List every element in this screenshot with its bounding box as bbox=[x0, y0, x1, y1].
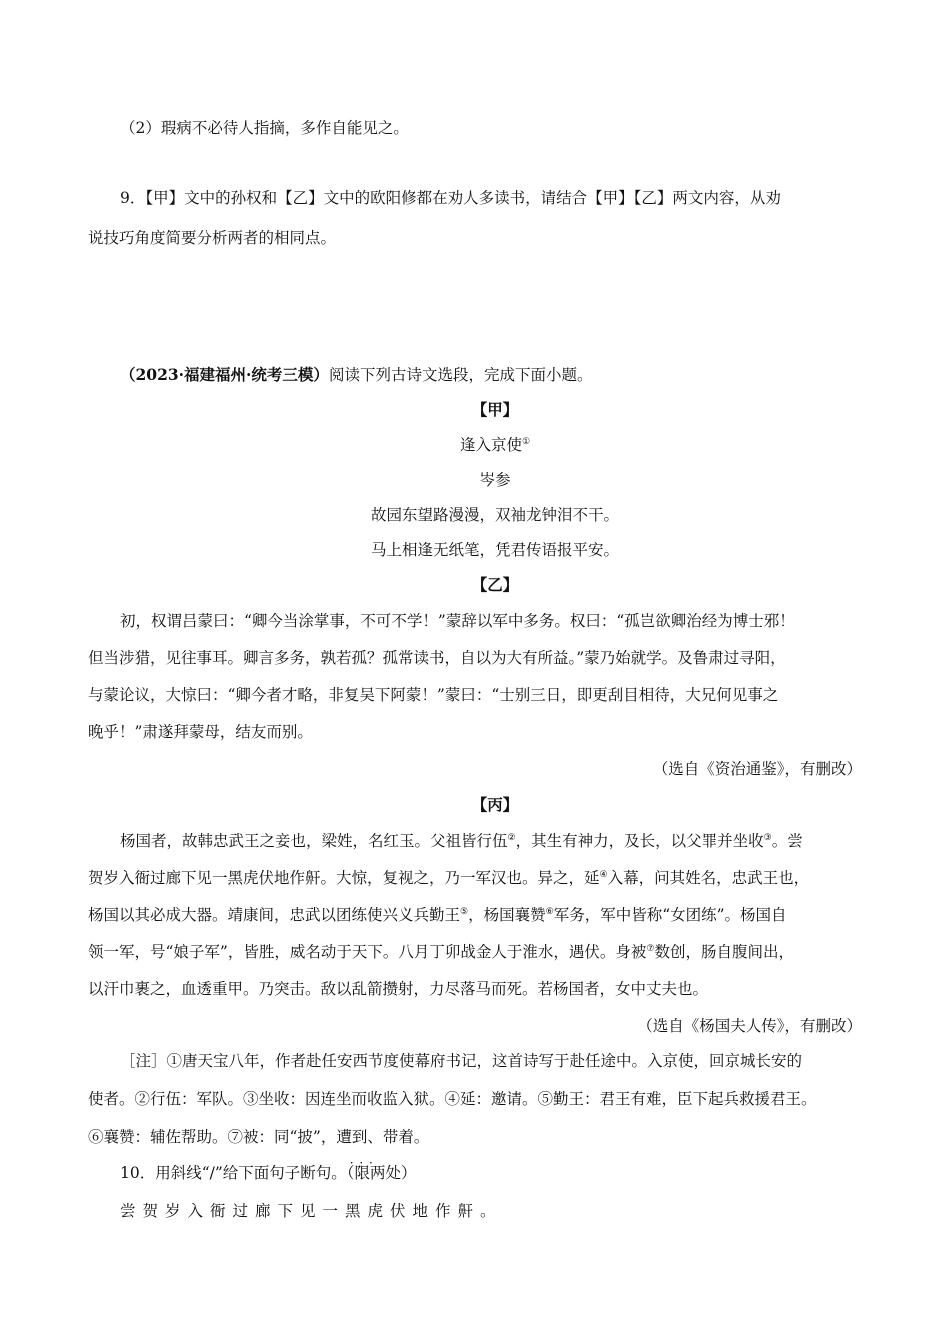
footnote-6: ⑥ bbox=[545, 906, 554, 917]
bing-line-1-b: ，其生有神力，及长，以父罪并坐收 bbox=[515, 832, 764, 850]
yi-line-4: 晚乎！”肃遂拜蒙母，结友而别。 bbox=[88, 723, 313, 741]
q8-item-2: （2）瑕病不必待人指摘，多作自能见之。 bbox=[120, 119, 409, 137]
notes-line-2: 使者。②行伍：军队。③坐收：因连坐而收监入狱。④延：邀请。⑤勤王：君王有难，臣下起兵救援君王。 bbox=[88, 1090, 817, 1108]
bing-line-1-c: 。尝 bbox=[771, 832, 803, 850]
poem-title bbox=[0, 434, 950, 456]
bing-line-2 bbox=[88, 867, 809, 889]
bing-line-4-a: 领一军，号“娘子军”，皆胜，威名动于天下。八月丁卯战金人于淮水，遇伏。身被 bbox=[88, 943, 647, 961]
jia-heading: 【甲】 bbox=[471, 400, 519, 419]
poem-verse-2: 马上相逢无纸笔，凭君传语报平安。 bbox=[370, 541, 619, 559]
section-instruction: 阅读下列古诗文选段，完成下面小题。 bbox=[328, 366, 593, 384]
poem-title-text: 逢入京使 bbox=[459, 436, 522, 454]
yi-source: （选自《资治通鉴》，有删改） bbox=[652, 760, 862, 778]
q10-sentence: 尝贺岁入衙过廊下见一黑虎伏地作鼾。 bbox=[120, 1202, 503, 1220]
bing-line-3-b: ，杨国襄赞 bbox=[468, 906, 546, 924]
q10-limit: （限两处） · · · bbox=[347, 1164, 417, 1182]
footnote-2: ② bbox=[507, 832, 516, 843]
notes-line-1: ［注］①唐天宝八年，作者赴任安西节度使幕府书记，这首诗写于赴任途中。入京使，回京城长安的 bbox=[120, 1052, 803, 1070]
section-intro bbox=[120, 364, 592, 386]
bing-line-3-a: 杨国以其必成大器。靖康间，忠武以团练使兴义兵勤王 bbox=[88, 906, 461, 924]
footnote-7: ⑦ bbox=[646, 943, 655, 954]
footnote-4: ④ bbox=[599, 869, 608, 880]
yi-line-2: 但当涉猎，见往事耳。卿言多务，孰若孤？孤常读书，自以为大有所益。”蒙乃始就学。及鲁肃过寻阳， bbox=[88, 649, 786, 667]
q10-prompt-text: 10．用斜线“/”给下面句子断句。 bbox=[120, 1164, 347, 1182]
q10-prompt bbox=[120, 1162, 417, 1184]
poem-verse-1: 故园东望路漫漫，双袖龙钟泪不干。 bbox=[370, 506, 619, 524]
bing-line-1 bbox=[120, 830, 803, 852]
bing-heading: 【丙】 bbox=[471, 795, 519, 814]
bing-line-3 bbox=[88, 904, 787, 926]
bing-line-4 bbox=[88, 941, 794, 963]
q9-line-1: 9．【甲】文中的孙权和【乙】文中的欧阳修都在劝人多读书，请结合【甲】【乙】两文内容，从劝 bbox=[120, 189, 781, 207]
bing-line-2-b: 入幕，问其姓名，忠武王也， bbox=[607, 869, 810, 887]
q9-line-2: 说技巧角度简要分析两者的相同点。 bbox=[88, 229, 337, 247]
bing-source: （选自《杨国夫人传》，有删改） bbox=[637, 1017, 862, 1035]
poem-author: 岑参 bbox=[479, 471, 511, 489]
bing-line-4-b: 数创，肠自腹间出， bbox=[654, 943, 794, 961]
bing-line-3-c: 军务，军中皆称“女团练”。杨国自 bbox=[553, 906, 787, 924]
notes-line-3: ⑥襄赞：辅佐帮助。⑦被：同“披”，遭到、带着。 bbox=[88, 1128, 430, 1146]
poem-title-note: ① bbox=[521, 436, 531, 447]
footnote-3: ③ bbox=[763, 832, 772, 843]
bing-line-1-a: 杨国者，故韩忠武王之妾也，梁姓，名红玉。父祖皆行伍 bbox=[120, 832, 508, 850]
yi-heading: 【乙】 bbox=[471, 575, 519, 594]
yi-line-3: 与蒙论议，大惊曰：“卿今者才略，非复吴下阿蒙！”蒙曰：“士别三日，即更刮目相待，大兄何见事之 bbox=[88, 686, 779, 704]
section-source: （2023·福建福州·统考三模） bbox=[120, 365, 329, 384]
bing-line-5: 以汗巾裹之，血透重甲。乃突击。敌以乱箭攒射，力尽落马而死。若杨国者，女中丈夫也。 bbox=[88, 980, 709, 998]
bing-line-2-a: 贺岁入衙过廊下见一黑虎伏地作鼾。大惊，复视之，乃一军汉也。异之，延 bbox=[88, 869, 600, 887]
yi-line-1: 初，权谓吕蒙曰：“卿今当涂掌事，不可不学！”蒙辞以军中多务。权曰：“孤岂欲卿治经为博士邪！ bbox=[120, 612, 795, 630]
footnote-5: ⑤ bbox=[460, 906, 469, 917]
